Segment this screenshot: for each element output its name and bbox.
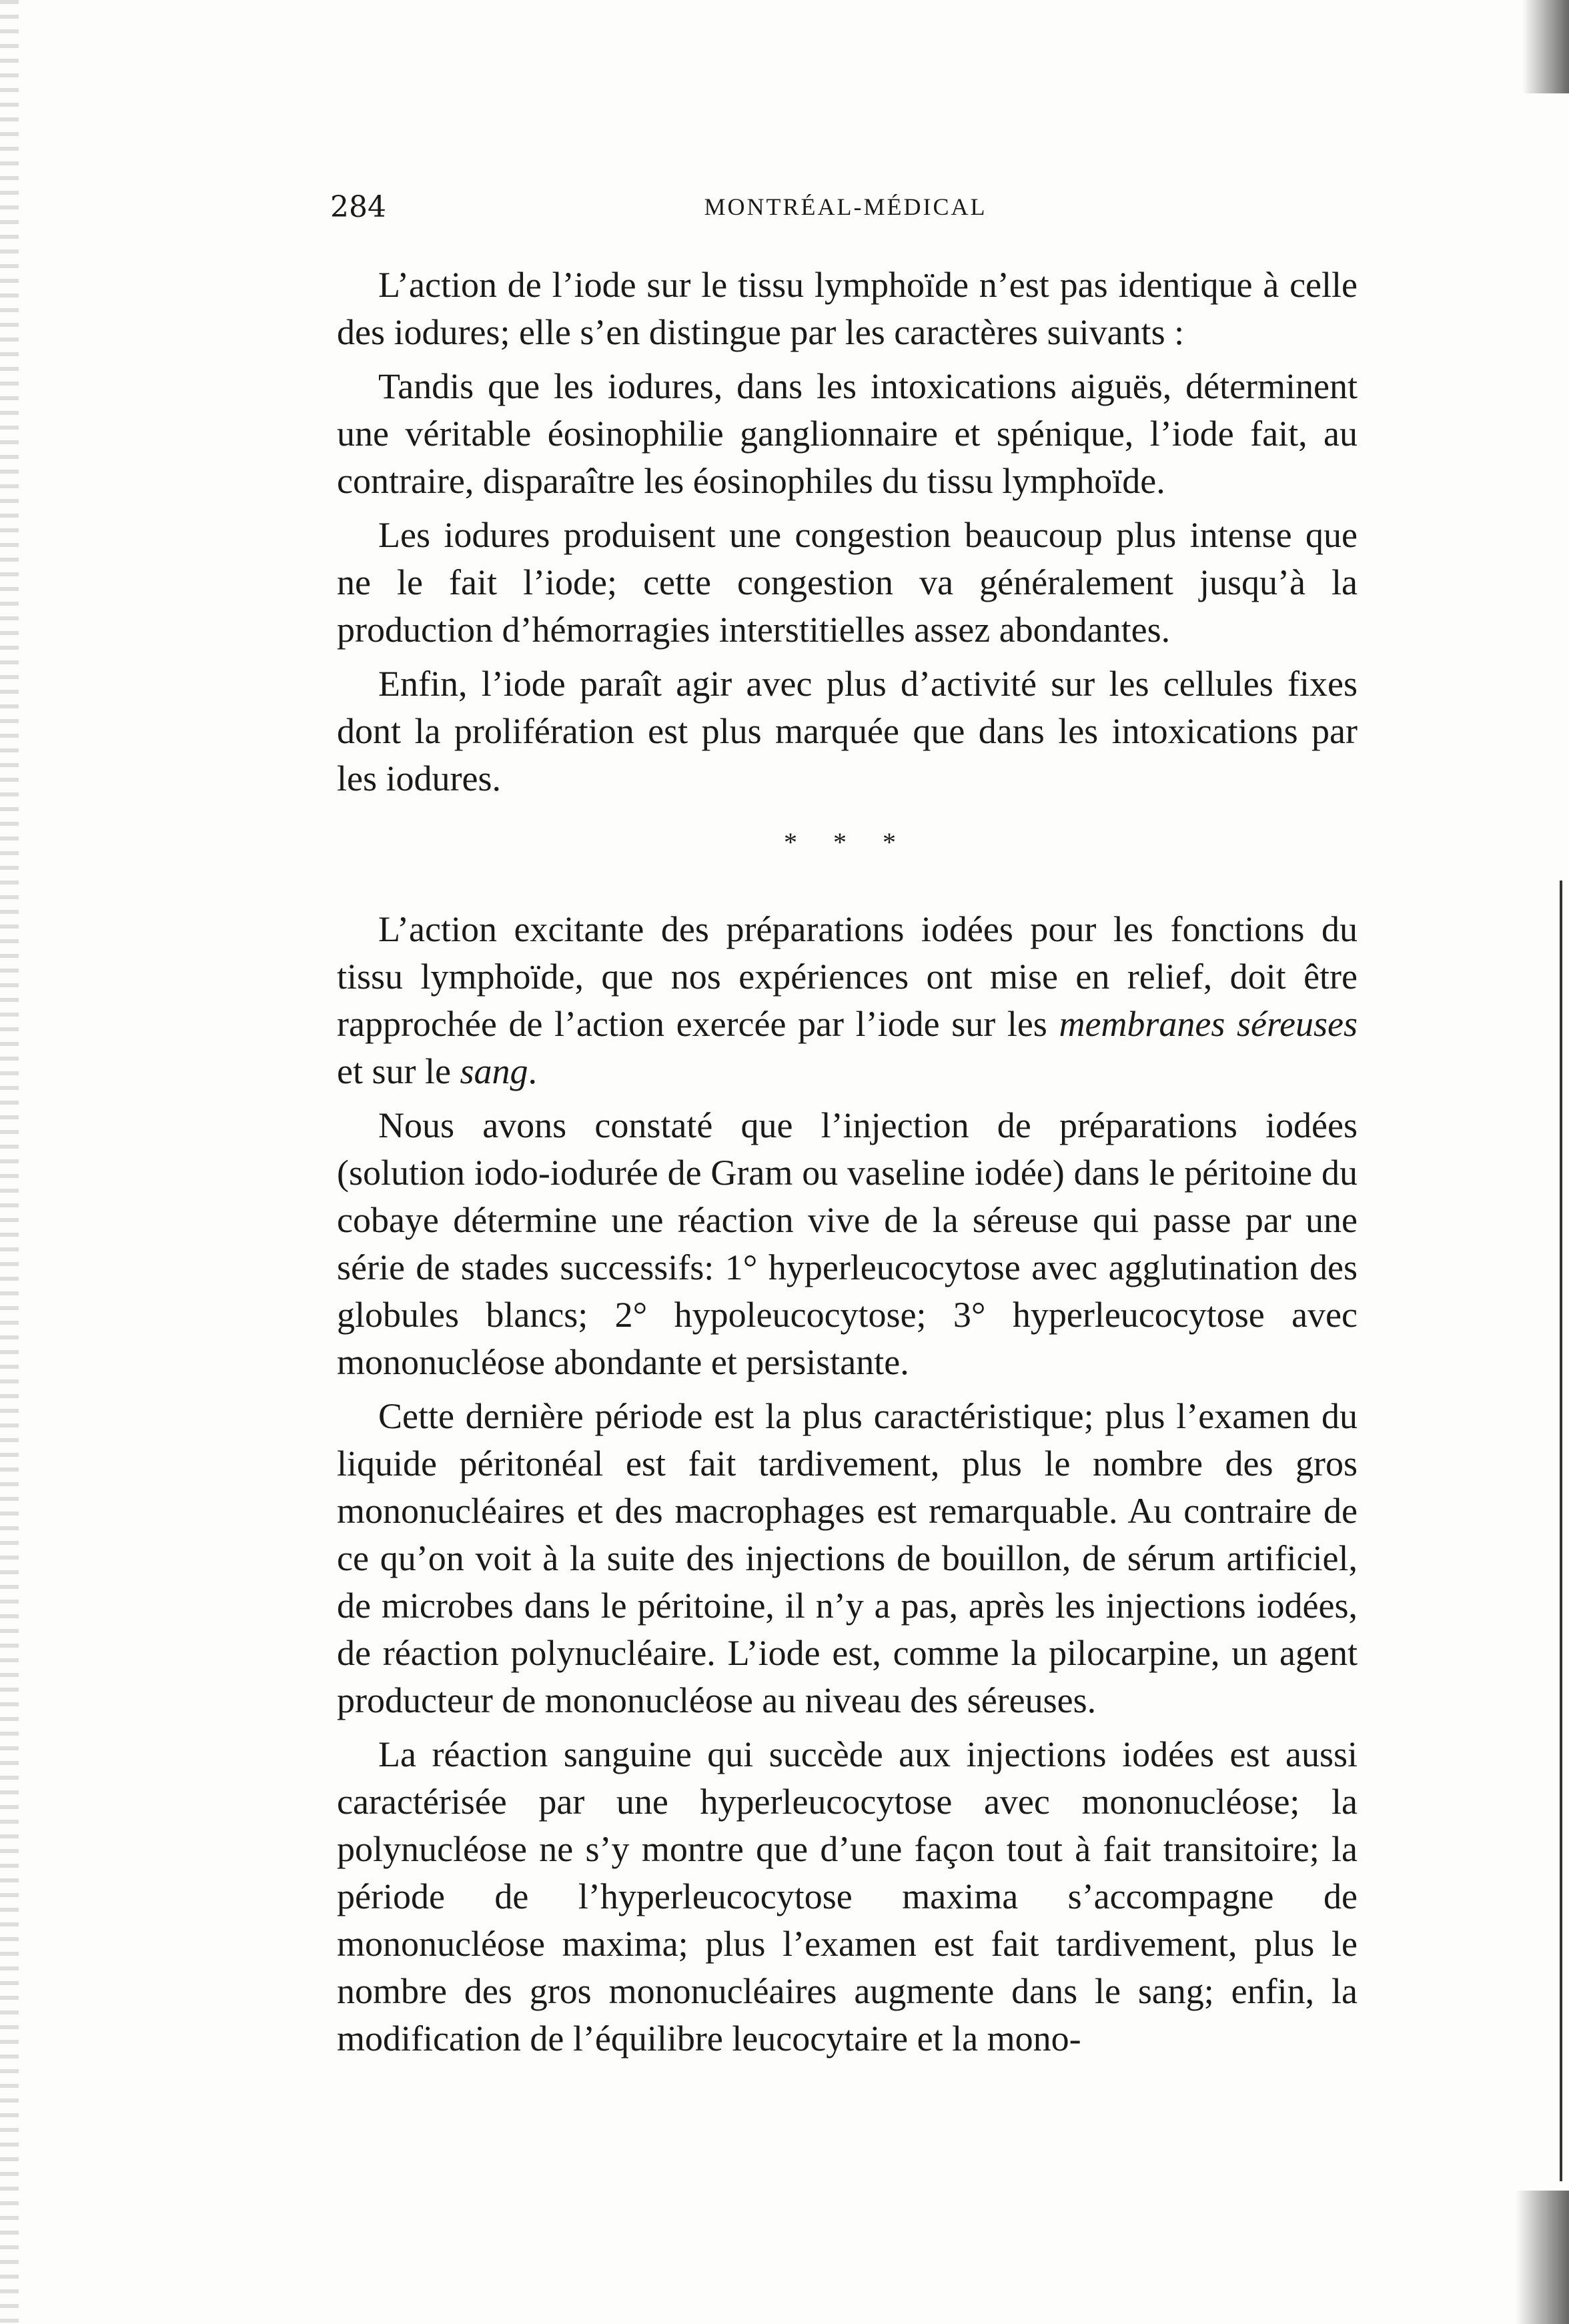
paragraph-2: Tandis que les iodures, dans les intoxications aiguës, déterminent une véritable éosinophilie ganglionnaire et spénique, l’iode fait, au contraire, disparaître les éosinophiles du tissu lymphoïde. xyxy=(337,366,1358,501)
page-header xyxy=(330,190,1361,230)
scan-edge-right-line xyxy=(1560,881,1562,2181)
paragraph-5 xyxy=(337,906,1358,1095)
paragraph-5-italic-membranes: membranes séreuses xyxy=(1059,1004,1358,1044)
running-title: MONTRÉAL-MÉDICAL xyxy=(704,193,987,220)
paragraph-5-text-c: . xyxy=(528,1051,537,1091)
page-number: 284 xyxy=(330,190,386,224)
section-separator: * * * xyxy=(784,827,911,857)
paragraph-5-text-a: L’action excitante des préparations iodées pour les fonctions du tissu lymphoïde, que nos expériences ont mise en relief, doit être rapprochée de l’action exercée par l’iode sur les xyxy=(337,909,1358,1044)
scan-edge-right-top xyxy=(1522,0,1569,93)
paragraph-4: Enfin, l’iode paraît agir avec plus d’activité sur les cellules fixes dont la prolifération est plus marquée que dans les intoxications par les iodures. xyxy=(337,664,1358,798)
body-text xyxy=(337,261,1358,2069)
paragraph-6: Nous avons constaté que l’injection de préparations iodées (solution iodo-iodurée de Gram ou vaseline iodée) dans le péritoine du cobaye détermine une réaction vive de la séreuse qui passe par une série de stades successifs: 1° hyperleucocytose avec agglutination des globules blancs; 2° hypoleucocytose; 3° hyperleucocytose avec mononucléose abondante et persistante. xyxy=(337,1105,1358,1382)
paragraph-7: Cette dernière période est la plus caractéristique; plus l’examen du liquide péritonéal est fait tardivement, plus le nombre des gros mononucléaires et des macrophages est remarquable. Au contraire de ce qu’on voit à la suite des injections de bouillon, de sérum artificiel, de microbes dans le péritoine, il n’y a pas, après les injections iodées, de réaction polynucléaire. L’iode est, comme la pilocarpine, un agent producteur de mononucléose au niveau des séreuses. xyxy=(337,1396,1358,1720)
scan-edge-left xyxy=(0,0,19,2324)
paragraph-5-text-b: et sur le xyxy=(337,1051,460,1091)
scan-edge-right-bottom xyxy=(1516,2191,1569,2324)
paragraph-1: L’action de l’iode sur le tissu lymphoïde n’est pas identique à celle des iodures; elle s’en distingue par les caractères suivants : xyxy=(337,265,1358,352)
paragraph-3: Les iodures produisent une congestion beaucoup plus intense que ne le fait l’iode; cette congestion va généralement jusqu’à la production d’hémorragies interstitielles assez abondantes. xyxy=(337,515,1358,650)
paragraph-5-italic-sang: sang xyxy=(460,1051,528,1091)
paragraph-8: La réaction sanguine qui succède aux injections iodées est aussi caractérisée par une hyperleucocytose avec mononucléose; la polynucléose ne s’y montre que d’une façon tout à fait transitoire; la période de l’hyperleucocytose maxima s’accompagne de mononucléose maxima; plus l’examen est fait tardivement, plus le nombre des gros mononucléaires augmente dans le sang; enfin, la modification de l’équilibre leucocytaire et la mono- xyxy=(337,1734,1358,2059)
